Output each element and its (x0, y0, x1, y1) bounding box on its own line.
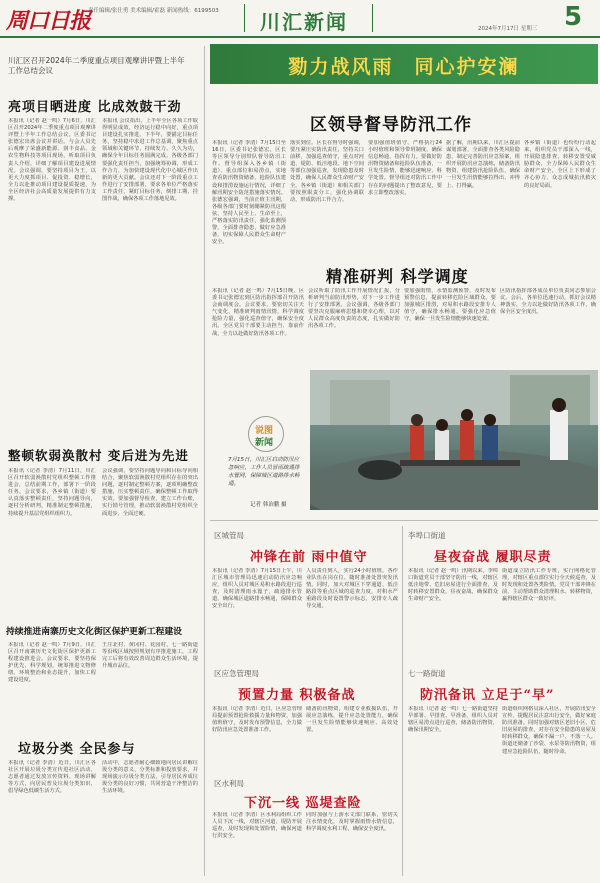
left-intro-title: 川汇区召开2024年二季度重点项目观摩讲评暨上半年工作总结会议 (8, 56, 185, 75)
middle-story-col-1: 本报讯（记者 赵一鸣）7月15日晚，区委书记张德宏到区防汛指挥部召开防汛会商调度会。会议要求，要密切关注天气变化，精准研判雨情汛情，科学调度抢险力量，强化巡查值守，确保安全度汛。全区党员干部要主动担当、靠前作战，全力以赴做好防汛各项工作。 (212, 288, 304, 337)
paper-logo: 周口日报 (6, 8, 91, 34)
left-article-4-cont: 活动中，志愿者耐心细致地向居民讲解垃圾分类的意义、分类标准和投放要求，并现场演示垃圾分类方法，引导居民养成垃圾分类的良好习惯，共同营造干净整洁的生活环境。 (102, 760, 198, 795)
left-column-divider (204, 46, 205, 876)
dept-label-1: 李埠口街道 (408, 531, 446, 540)
left-article-3-cont: 王庄北村、黄冈村、花园村、七一路街道等沿线区域按照规划有序推进施工，工程完工后将有效改善周边群众生活环境，提升城市品位。 (102, 642, 198, 670)
section-body-4: 本报讯（记者 李清）区水利局组织工作人员下沉一线，对辖区河道、堤防开展巡查，及时发现和处置险情，确保河道行洪安全。 (212, 812, 302, 840)
section-headline-1: 昼夜奋战 履职尽责 (434, 550, 552, 565)
section-headline-2: 预置力量 积极备战 (238, 688, 356, 703)
dept-label-2: 区应急管理局 (214, 669, 259, 678)
left-article-1: 本报讯（记者 赵一鸣）7月6日，川汇区召开2024年二季度重点项目观摩讲评暨上半年工作总结会议。区委书记张德宏出席会议并讲话。与会人员先后观摩了荣盛新能源、润丰食品、金农生物科技等项目现场，听取项目负责人介绍，详细了解项目建设进展情况。会议强调，要坚持项目为王，以更大力度抓项目、促投资、稳增长，全力以赴推动项目建设提质提速，为全区经济社会高质量发展提供有力支撑。 (8, 118, 96, 203)
left-article-2-cont: 会议强调，要坚持问题导向和目标导向相结合，聚焦软弱涣散村党组织存在的突出问题，逐村制定整顿方案，逐项明确整改措施，压实整顿责任，确保整顿工作取得实效。要加强督导检查，建立工作台账，实行销号管理，推动软弱涣散村党组织全面进步、全面过硬。 (102, 468, 198, 517)
section-body-1-cont: 街道成立防汛工作专班，实行网格化管理，对辖区重点部位实行全天候巡查，及时发现和处置各类险情。党员干部冲锋在前，主动帮助群众清理积水、转移物资，赢得辖区群众一致好评。 (502, 568, 596, 603)
left-article-1-cont: 本报讯 会议指出，上半年全区各项工作取得明显成效，经济运行稳中向好，重点项目建设扎实推进。下半年，要锚定目标任务，坚持稳中求进工作总基调，聚焦重点领域和关键环节，持续发力、久久为功，确保全年目标任务圆满完成。各级各部门要强化责任担当，加强统筹协调，形成工作合力，为加快建设现代化中心城区作出新的更大贡献。会议还对下一阶段重点工作进行了安排部署，要求各单位严格落实工作责任，紧盯目标任务，倒排工期、挂图作战，确保各项工作落地见效。 (102, 118, 198, 203)
masthead-divider-left (244, 4, 245, 32)
section-body-1: 本报讯（记者 赵一鸣）汛期以来，李埠口街道党员干部坚守防汛一线，对辖区低洼地带、危旧房屋进行全面排查，及时转移安置群众，昼夜奋战，确保群众生命财产安全。 (408, 568, 498, 603)
section-body-0-cont: 人员责任到人，实行24小时值班，各作业队伍在岗在位，随时准备处置突发汛情。同时，加大对城区下穿通道、低洼路段等重点区域的巡查力度，对积水严重路段及时设置警示标志，安排专人疏导交通。 (306, 568, 398, 610)
left-headline-1: 亮项目晒进度 比成效鼓干劲 (8, 100, 182, 115)
section-divider (210, 520, 598, 521)
dept-label-4: 区水利局 (214, 779, 244, 788)
page-number: 5 (564, 2, 583, 32)
top-story-col-4: 据了解，汛期以来，川汇区提前谋划部署，全面排查各类风险隐患，制定完善防汛应急预案，组织开展防汛应急演练，储备防汛物资，组建防汛抢险队伍，确保一旦发生汛情能够拉得出、冲得上、打得赢。 (446, 140, 520, 189)
top-story-headline: 区领导督导防汛工作 (310, 115, 472, 135)
banner (210, 44, 598, 84)
masthead-divider-right (372, 4, 373, 32)
photo-credit: 记者 韩治鹏 摄 (250, 502, 287, 508)
section-vertical-divider (402, 526, 403, 876)
left-article-4: 本报讯（记者 李清）近日，川汇区各社区开展垃圾分类宣传进社区活动，志愿者通过发放宣传资料、现场讲解等方式，向居民普及垃圾分类知识，倡导绿色低碳生活方式。 (8, 760, 96, 795)
masthead-editors: 责任编辑/张仕勇 美术编辑/霍磊 新闻热线：6199503 (88, 8, 219, 14)
photo-caption: 7月15日，川汇区启动防汛应急响应，工作人员冒雨疏通排水管网，保障城区道路排水畅通。 (228, 457, 300, 487)
section-body-4-cont: 同时加强与上游水文部门联系，密切关注水情变化，及时掌握雨情水情信息，科学调度水利工程，确保安全度汛。 (306, 812, 398, 833)
top-story-col-1: 本报讯（记者 李清）7月15日至16日，区委书记张德宏、区长等区领导分别带队督导防汛工作。督导组深入各乡镇（街道）、重点部位和易涝点，实地查看防汛物资储备、抢险队伍建设和排涝设施运行情况，详细了解汛期安全防范措施落实情况。张德宏强调，当前正值主汛期，各级各部门要时刻绷紧防汛这根弦，坚持人民至上、生命至上，严格落实防汛责任，强化监测预警，全面排查隐患，做好应急准备，切实保障人民群众生命财产安全。 (212, 140, 286, 246)
top-story-col-2: 落实到位。区长在督导时强调，要压紧压实防汛责任，坚持关口前移，加强巡查值守，重点对河道、堤防、低洼地段、地下空间等部位加强巡查，发现隐患及时处置，确保人民群众生命财产安全。各乡镇（街道）和相关部门要按照职责分工，强化协调联动，形成防汛工作合力。 (290, 140, 364, 203)
middle-story-col-2: 会议听取了防汛工作开展情况汇报，分析研判当前防汛形势，对下一步工作进行了安排部署。会议强调，各级各部门要坚决克服麻痹思想和侥幸心理，以对人民群众高度负责的态度，扎实做好防汛各项工作。 (308, 288, 400, 330)
left-headline-4: 垃圾分类 全民参与 (18, 742, 136, 757)
left-article-3: 本报讯（记者 赵一鸣）7月9日，川汇区召开南寨历史文化街区保护更新工程建设推进会。会议要求，要坚持保护优先、科学规划，统筹推进文物修缮、环境整治和业态提升，加快工程建设进度。 (8, 642, 96, 684)
section-body-2-cont: 储备防汛物资，组建专业救援队伍，开展应急演练，提升应急处置能力，确保一旦发生险情能够快速响应、高效处置。 (306, 706, 398, 734)
photo-badge (248, 416, 284, 452)
dept-label-0: 区城管局 (214, 531, 244, 540)
news-photo (310, 370, 598, 510)
masthead (0, 0, 600, 40)
banner-text: 勠力战风雨 同心护安澜 (288, 56, 520, 78)
dept-label-3: 七一路街道 (408, 669, 446, 678)
photo-scene (310, 370, 598, 510)
masthead-rule (0, 36, 600, 38)
left-headline-3: 持续推进南寨历史文化街区保护更新工程建设 (6, 627, 182, 637)
section-headline-0: 冲锋在前 雨中值守 (250, 550, 368, 565)
section-body-3-cont: 街道组织网格员深入社区，开展防汛安全宣传，提醒居民注意出行安全，做好家庭防汛准备。同时加强对辖区老旧小区、危旧房屋的排查，对存在安全隐患的房屋及时转移群众，确保不漏一户、不落一人。街道还储备了沙袋、水泵等防汛物资，组建应急抢险队伍，随时待命。 (502, 706, 596, 755)
top-story-col-3: 要加强值班值守，严格执行24小时值班和领导带班制度，确保信息畅通、指挥有力。要做好防汛物资储备和抢险队伍准备，一旦发生险情，能够迅速响应、科学处置。督导组还对防汛工作中存在的问题提出了整改意见，要求立即整改落实。 (368, 140, 442, 196)
middle-story-col-4: 区防汛指挥部各成员单位负责同志参加会议。会后，各单位迅速行动，抓好会议精神落实，全力以赴做好防汛各项工作，确保全区安全度汛。 (500, 288, 596, 316)
left-headline-2: 整顿软弱涣散村 变后进为先进 (8, 448, 189, 463)
section-body-2: 本报讯（记者 李清）近日，区应急管理局提前预置抢险救援力量和物资，加强值班值守，及时发布预警信息，全力做好防汛应急处置准备工作。 (212, 706, 302, 734)
issue-date: 2024年7月17日 星期三 (478, 26, 538, 32)
top-story-col-5: 各乡镇（街道）也纷纷行动起来，组织党员干部深入一线，开展隐患排查，转移安置受威胁群众，全力保障人民群众生命财产安全，全区上下形成了齐心协力、众志成城抗汛救灾的良好局面。 (524, 140, 596, 189)
section-body-0: 本报讯（记者 李清）7月15日上午，川汇区城市管理局迅速启动防汛应急响应，组织人员对城区易积水路段进行巡查，及时清理雨水篦子，疏通排水管道，确保城区道路排水畅通，保障群众安全出行。 (212, 568, 302, 610)
section-headline-4: 下沉一线 巡堤查险 (244, 796, 362, 811)
section-headline-3: 防汛备讯 立足于“早” (420, 688, 555, 703)
section-title: 川汇新闻 (260, 10, 348, 34)
middle-story-headline: 精准研判 科学调度 (326, 267, 469, 286)
badge-line-1: 说图 (255, 426, 274, 436)
left-article-2: 本报讯（记者 李清）7月11日，川汇区召开软弱涣散村党组织整顿工作推进会，总结前期工作，部署下一阶段任务。会议要求，各乡镇（街道）要认真落实整顿责任，坚持问题导向，逐村分析研判，精准制定整顿措施，持续提升基层党组织组织力。 (8, 468, 96, 517)
middle-story-col-3: 要加强雨情、水情监测预警，及时发布预警信息，提前转移危险区域群众。要加强城区排涝，对易积水路段安排专人值守，确保排水畅通。要强化应急值守，确保一旦发生险情能够快速处置。 (404, 288, 496, 323)
badge-line-2: 新闻 (255, 438, 274, 448)
section-body-3: 本报讯（记者 赵一鸣）七一路街道坚持早部署、早排查、早准备，组织人员对辖区易涝点进行巡查，储备防汛物资，确保汛期安全。 (408, 706, 498, 734)
